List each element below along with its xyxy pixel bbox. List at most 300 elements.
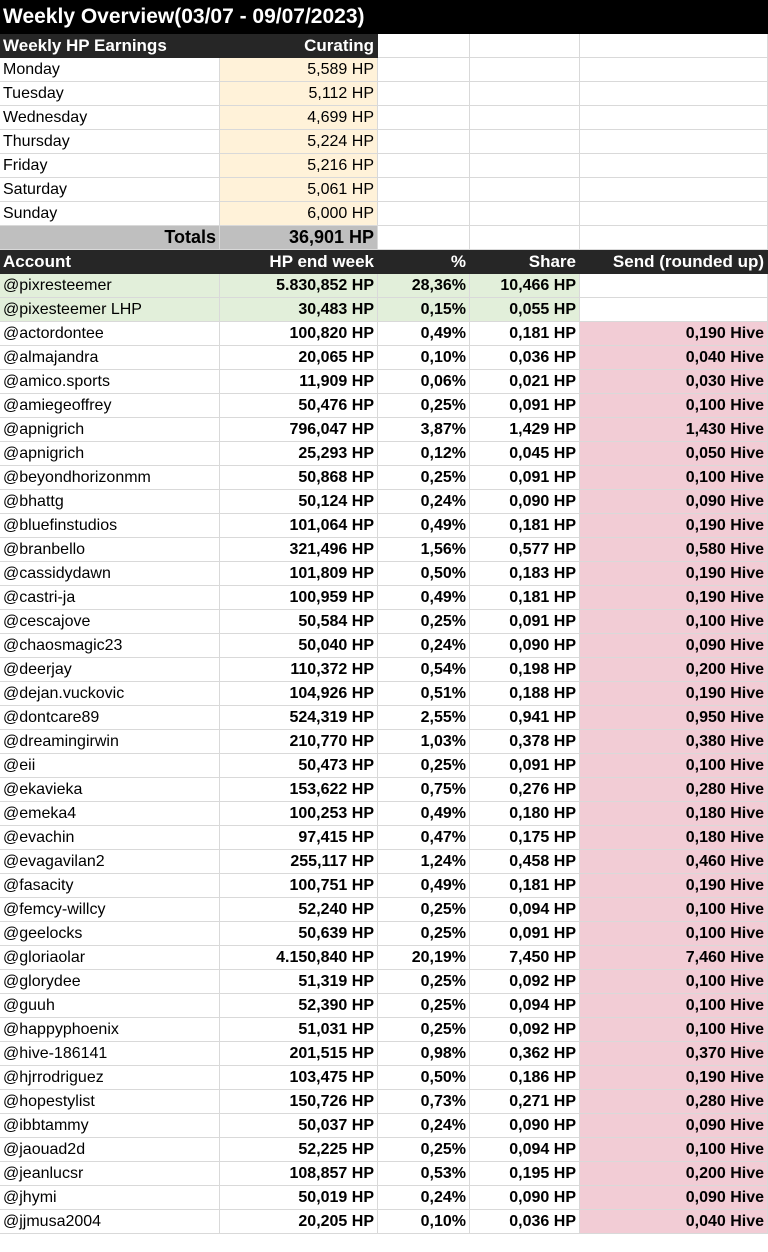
account-hp[interactable]: 210,770 HP <box>220 730 378 754</box>
account-hp[interactable]: 321,496 HP <box>220 538 378 562</box>
account-name[interactable]: @apnigrich <box>0 442 220 466</box>
day-name[interactable]: Sunday <box>0 202 220 226</box>
account-send[interactable]: 0,200 Hive <box>580 1162 768 1186</box>
account-percent[interactable]: 0,24% <box>378 490 470 514</box>
account-send[interactable]: 0,100 Hive <box>580 1018 768 1042</box>
account-send[interactable]: 0,100 Hive <box>580 922 768 946</box>
table-row <box>0 1138 768 1162</box>
account-name[interactable]: @beyondhorizonmm <box>0 466 220 490</box>
account-percent[interactable]: 1,56% <box>378 538 470 562</box>
account-percent[interactable]: 0,25% <box>378 394 470 418</box>
table-row <box>0 1090 768 1114</box>
empty-cell[interactable] <box>378 34 470 58</box>
empty-cell[interactable] <box>378 178 470 202</box>
empty-cell[interactable] <box>378 106 470 130</box>
account-hp[interactable]: 52,390 HP <box>220 994 378 1018</box>
empty-cell[interactable] <box>378 154 470 178</box>
account-hp[interactable]: 100,253 HP <box>220 802 378 826</box>
account-share[interactable]: 0,091 HP <box>470 922 580 946</box>
table-row <box>0 346 768 370</box>
empty-cell[interactable] <box>378 226 470 250</box>
day-name[interactable]: Monday <box>0 58 220 82</box>
account-hp[interactable]: 103,475 HP <box>220 1066 378 1090</box>
empty-cell[interactable] <box>470 34 580 58</box>
account-hp[interactable]: 50,040 HP <box>220 634 378 658</box>
account-share[interactable]: 0,195 HP <box>470 1162 580 1186</box>
account-name[interactable]: @almajandra <box>0 346 220 370</box>
earnings-header-curating[interactable]: Curating <box>220 34 378 58</box>
account-percent[interactable]: 0,25% <box>378 466 470 490</box>
account-name[interactable]: @dejan.vuckovic <box>0 682 220 706</box>
account-name[interactable]: @branbello <box>0 538 220 562</box>
account-percent[interactable]: 0,47% <box>378 826 470 850</box>
col-header-share[interactable]: Share <box>470 250 580 274</box>
account-name[interactable]: @castri-ja <box>0 586 220 610</box>
account-hp[interactable]: 11,909 HP <box>220 370 378 394</box>
table-row <box>0 442 768 466</box>
account-name[interactable]: @cassidydawn <box>0 562 220 586</box>
table-row <box>0 706 768 730</box>
empty-cell[interactable] <box>378 130 470 154</box>
account-percent[interactable]: 0,49% <box>378 802 470 826</box>
account-percent[interactable]: 0,15% <box>378 298 470 322</box>
account-send[interactable]: 0,380 Hive <box>580 730 768 754</box>
account-hp[interactable]: 796,047 HP <box>220 418 378 442</box>
account-hp[interactable]: 30,483 HP <box>220 298 378 322</box>
account-send[interactable]: 0,180 Hive <box>580 826 768 850</box>
account-percent[interactable]: 0,25% <box>378 922 470 946</box>
account-share[interactable]: 0,378 HP <box>470 730 580 754</box>
account-hp[interactable]: 150,726 HP <box>220 1090 378 1114</box>
account-send[interactable]: 0,100 Hive <box>580 610 768 634</box>
account-percent[interactable]: 0,25% <box>378 754 470 778</box>
account-send[interactable]: 0,040 Hive <box>580 1210 768 1234</box>
account-send[interactable]: 0,030 Hive <box>580 370 768 394</box>
table-row <box>0 514 768 538</box>
account-share[interactable]: 1,429 HP <box>470 418 580 442</box>
table-row <box>0 802 768 826</box>
account-share[interactable]: 0,198 HP <box>470 658 580 682</box>
account-share[interactable]: 0,036 HP <box>470 1210 580 1234</box>
table-row <box>0 994 768 1018</box>
table-row <box>0 298 768 322</box>
empty-cell[interactable] <box>580 202 768 226</box>
account-hp[interactable]: 201,515 HP <box>220 1042 378 1066</box>
account-percent[interactable]: 2,55% <box>378 706 470 730</box>
table-row <box>0 898 768 922</box>
account-hp[interactable]: 100,959 HP <box>220 586 378 610</box>
account-name[interactable]: @amiegeoffrey <box>0 394 220 418</box>
account-send[interactable]: 0,280 Hive <box>580 1090 768 1114</box>
account-send[interactable]: 0,100 Hive <box>580 1138 768 1162</box>
account-hp[interactable]: 51,031 HP <box>220 1018 378 1042</box>
account-send[interactable]: 1,430 Hive <box>580 418 768 442</box>
account-share[interactable]: 0,941 HP <box>470 706 580 730</box>
account-percent[interactable]: 0,98% <box>378 1042 470 1066</box>
empty-cell[interactable] <box>580 58 768 82</box>
account-send[interactable]: 0,950 Hive <box>580 706 768 730</box>
account-hp[interactable]: 97,415 HP <box>220 826 378 850</box>
account-hp[interactable]: 52,240 HP <box>220 898 378 922</box>
account-send[interactable]: 0,100 Hive <box>580 994 768 1018</box>
earnings-day-row <box>0 82 768 106</box>
account-share[interactable]: 0,090 HP <box>470 1114 580 1138</box>
account-percent[interactable]: 20,19% <box>378 946 470 970</box>
account-name[interactable]: @hopestylist <box>0 1090 220 1114</box>
account-percent[interactable]: 0,51% <box>378 682 470 706</box>
account-percent[interactable]: 1,03% <box>378 730 470 754</box>
account-send[interactable] <box>580 298 768 322</box>
earnings-day-row <box>0 130 768 154</box>
account-share[interactable]: 0,188 HP <box>470 682 580 706</box>
account-percent[interactable]: 0,49% <box>378 586 470 610</box>
account-share[interactable]: 0,271 HP <box>470 1090 580 1114</box>
account-share[interactable]: 0,175 HP <box>470 826 580 850</box>
account-name[interactable]: @jeanlucsr <box>0 1162 220 1186</box>
accounts-table <box>0 274 768 1234</box>
col-header-send[interactable]: Send (rounded up) <box>580 250 768 274</box>
earnings-day-row <box>0 106 768 130</box>
day-hp[interactable]: 5,589 HP <box>220 58 378 82</box>
table-row <box>0 946 768 970</box>
account-name[interactable]: @dreamingirwin <box>0 730 220 754</box>
account-share[interactable]: 0,091 HP <box>470 754 580 778</box>
account-percent[interactable]: 0,49% <box>378 322 470 346</box>
account-share[interactable]: 0,045 HP <box>470 442 580 466</box>
day-name[interactable]: Wednesday <box>0 106 220 130</box>
account-name[interactable]: @apnigrich <box>0 418 220 442</box>
table-row <box>0 1210 768 1234</box>
account-send[interactable]: 0,100 Hive <box>580 754 768 778</box>
account-share[interactable]: 0,090 HP <box>470 634 580 658</box>
accounts-header-row <box>0 250 768 274</box>
account-name[interactable]: @eii <box>0 754 220 778</box>
table-row <box>0 586 768 610</box>
account-name[interactable]: @jaouad2d <box>0 1138 220 1162</box>
table-row <box>0 778 768 802</box>
account-send[interactable]: 0,040 Hive <box>580 346 768 370</box>
account-hp[interactable]: 50,037 HP <box>220 1114 378 1138</box>
table-row <box>0 538 768 562</box>
account-send[interactable]: 0,280 Hive <box>580 778 768 802</box>
account-share[interactable]: 0,021 HP <box>470 370 580 394</box>
account-percent[interactable]: 0,25% <box>378 1138 470 1162</box>
account-percent[interactable]: 0,25% <box>378 970 470 994</box>
day-name[interactable]: Friday <box>0 154 220 178</box>
account-send[interactable]: 0,090 Hive <box>580 634 768 658</box>
account-share[interactable]: 0,094 HP <box>470 1138 580 1162</box>
col-header-account[interactable]: Account <box>0 250 220 274</box>
table-row <box>0 1018 768 1042</box>
account-share[interactable]: 10,466 HP <box>470 274 580 298</box>
table-row <box>0 682 768 706</box>
totals-row <box>0 226 768 250</box>
account-percent[interactable]: 0,24% <box>378 1186 470 1210</box>
totals-label[interactable]: Totals <box>0 226 220 250</box>
empty-cell[interactable] <box>580 154 768 178</box>
empty-cell[interactable] <box>580 34 768 58</box>
account-share[interactable]: 0,092 HP <box>470 970 580 994</box>
account-name[interactable]: @fasacity <box>0 874 220 898</box>
account-percent[interactable]: 0,10% <box>378 1210 470 1234</box>
day-hp[interactable]: 6,000 HP <box>220 202 378 226</box>
account-send[interactable]: 0,200 Hive <box>580 658 768 682</box>
empty-cell[interactable] <box>580 226 768 250</box>
account-send[interactable]: 0,090 Hive <box>580 1114 768 1138</box>
account-hp[interactable]: 100,820 HP <box>220 322 378 346</box>
col-header-hp-end-week[interactable]: HP end week <box>220 250 378 274</box>
account-send[interactable]: 0,190 Hive <box>580 562 768 586</box>
account-name[interactable]: @happyphoenix <box>0 1018 220 1042</box>
table-row <box>0 850 768 874</box>
account-name[interactable]: @actordontee <box>0 322 220 346</box>
account-percent[interactable]: 0,50% <box>378 1066 470 1090</box>
account-hp[interactable]: 50,868 HP <box>220 466 378 490</box>
account-hp[interactable]: 5.830,852 HP <box>220 274 378 298</box>
day-hp[interactable]: 5,224 HP <box>220 130 378 154</box>
account-hp[interactable]: 108,857 HP <box>220 1162 378 1186</box>
day-hp[interactable]: 5,216 HP <box>220 154 378 178</box>
account-percent[interactable]: 0,24% <box>378 1114 470 1138</box>
account-hp[interactable]: 20,065 HP <box>220 346 378 370</box>
table-row <box>0 1066 768 1090</box>
account-hp[interactable]: 524,319 HP <box>220 706 378 730</box>
account-share[interactable]: 0,091 HP <box>470 610 580 634</box>
account-name[interactable]: @bhattg <box>0 490 220 514</box>
account-hp[interactable]: 101,809 HP <box>220 562 378 586</box>
account-hp[interactable]: 100,751 HP <box>220 874 378 898</box>
empty-cell[interactable] <box>580 106 768 130</box>
account-name[interactable]: @pixresteemer <box>0 274 220 298</box>
account-hp[interactable]: 50,124 HP <box>220 490 378 514</box>
account-send[interactable]: 0,190 Hive <box>580 514 768 538</box>
account-share[interactable]: 0,090 HP <box>470 1186 580 1210</box>
account-send[interactable]: 0,460 Hive <box>580 850 768 874</box>
table-row <box>0 1162 768 1186</box>
account-name[interactable]: @bluefinstudios <box>0 514 220 538</box>
table-row <box>0 658 768 682</box>
account-name[interactable]: @hive-186141 <box>0 1042 220 1066</box>
account-hp[interactable]: 4.150,840 HP <box>220 946 378 970</box>
empty-cell[interactable] <box>470 82 580 106</box>
table-row <box>0 274 768 298</box>
table-row <box>0 634 768 658</box>
account-percent[interactable]: 1,24% <box>378 850 470 874</box>
earnings-day-row <box>0 154 768 178</box>
account-send[interactable]: 0,100 Hive <box>580 898 768 922</box>
table-row <box>0 1186 768 1210</box>
account-percent[interactable]: 0,54% <box>378 658 470 682</box>
account-send[interactable]: 0,090 Hive <box>580 1186 768 1210</box>
table-row <box>0 394 768 418</box>
day-hp[interactable]: 5,061 HP <box>220 178 378 202</box>
account-send[interactable]: 7,460 Hive <box>580 946 768 970</box>
account-send[interactable]: 0,100 Hive <box>580 466 768 490</box>
account-share[interactable]: 0,181 HP <box>470 586 580 610</box>
account-name[interactable]: @gloriaolar <box>0 946 220 970</box>
account-name[interactable]: @hjrrodriguez <box>0 1066 220 1090</box>
account-percent[interactable]: 0,53% <box>378 1162 470 1186</box>
account-percent[interactable]: 0,49% <box>378 874 470 898</box>
empty-cell[interactable] <box>470 178 580 202</box>
account-name[interactable]: @jjmusa2004 <box>0 1210 220 1234</box>
table-row <box>0 970 768 994</box>
account-hp[interactable]: 101,064 HP <box>220 514 378 538</box>
table-row <box>0 874 768 898</box>
account-share[interactable]: 0,362 HP <box>470 1042 580 1066</box>
account-percent[interactable]: 0,12% <box>378 442 470 466</box>
totals-value[interactable]: 36,901 HP <box>220 226 378 250</box>
account-percent[interactable]: 0,24% <box>378 634 470 658</box>
table-row <box>0 610 768 634</box>
account-share[interactable]: 0,094 HP <box>470 994 580 1018</box>
account-share[interactable]: 0,181 HP <box>470 874 580 898</box>
account-name[interactable]: @guuh <box>0 994 220 1018</box>
account-send[interactable]: 0,190 Hive <box>580 586 768 610</box>
account-hp[interactable]: 110,372 HP <box>220 658 378 682</box>
empty-cell[interactable] <box>378 202 470 226</box>
account-hp[interactable]: 153,622 HP <box>220 778 378 802</box>
account-name[interactable]: @evachin <box>0 826 220 850</box>
account-name[interactable]: @cescajove <box>0 610 220 634</box>
account-hp[interactable]: 104,926 HP <box>220 682 378 706</box>
account-name[interactable]: @glorydee <box>0 970 220 994</box>
account-hp[interactable]: 255,117 HP <box>220 850 378 874</box>
account-percent[interactable]: 0,25% <box>378 1018 470 1042</box>
table-row <box>0 730 768 754</box>
account-share[interactable]: 0,094 HP <box>470 898 580 922</box>
account-share[interactable]: 0,091 HP <box>470 466 580 490</box>
account-share[interactable]: 0,055 HP <box>470 298 580 322</box>
empty-cell[interactable] <box>378 58 470 82</box>
account-share[interactable]: 0,036 HP <box>470 346 580 370</box>
day-name[interactable]: Tuesday <box>0 82 220 106</box>
account-percent[interactable]: 0,25% <box>378 898 470 922</box>
day-hp[interactable]: 4,699 HP <box>220 106 378 130</box>
empty-cell[interactable] <box>470 202 580 226</box>
empty-cell[interactable] <box>470 58 580 82</box>
account-name[interactable]: @amico.sports <box>0 370 220 394</box>
account-hp[interactable]: 50,473 HP <box>220 754 378 778</box>
earnings-header-label[interactable]: Weekly HP Earnings <box>0 34 220 58</box>
account-percent[interactable]: 0,25% <box>378 610 470 634</box>
account-percent[interactable]: 0,50% <box>378 562 470 586</box>
account-name[interactable]: @pixesteemer LHP <box>0 298 220 322</box>
account-send[interactable]: 0,050 Hive <box>580 442 768 466</box>
empty-cell[interactable] <box>470 106 580 130</box>
earnings-day-row <box>0 58 768 82</box>
col-header-percent[interactable]: % <box>378 250 470 274</box>
account-share[interactable]: 0,181 HP <box>470 322 580 346</box>
account-hp[interactable]: 25,293 HP <box>220 442 378 466</box>
account-name[interactable]: @jhymi <box>0 1186 220 1210</box>
account-send[interactable]: 0,580 Hive <box>580 538 768 562</box>
empty-cell[interactable] <box>580 82 768 106</box>
empty-cell[interactable] <box>580 130 768 154</box>
account-share[interactable]: 0,181 HP <box>470 514 580 538</box>
account-name[interactable]: @geelocks <box>0 922 220 946</box>
account-hp[interactable]: 52,225 HP <box>220 1138 378 1162</box>
empty-cell[interactable] <box>470 154 580 178</box>
account-share[interactable]: 0,577 HP <box>470 538 580 562</box>
account-percent[interactable]: 0,73% <box>378 1090 470 1114</box>
account-percent[interactable]: 3,87% <box>378 418 470 442</box>
account-name[interactable]: @ekavieka <box>0 778 220 802</box>
account-send[interactable]: 0,190 Hive <box>580 874 768 898</box>
account-share[interactable]: 0,180 HP <box>470 802 580 826</box>
earnings-day-row <box>0 178 768 202</box>
account-share[interactable]: 0,090 HP <box>470 490 580 514</box>
account-name[interactable]: @emeka4 <box>0 802 220 826</box>
account-name[interactable]: @dontcare89 <box>0 706 220 730</box>
account-hp[interactable]: 50,476 HP <box>220 394 378 418</box>
table-row <box>0 562 768 586</box>
account-percent[interactable]: 0,25% <box>378 994 470 1018</box>
account-send[interactable]: 0,190 Hive <box>580 322 768 346</box>
account-hp[interactable]: 20,205 HP <box>220 1210 378 1234</box>
account-hp[interactable]: 50,019 HP <box>220 1186 378 1210</box>
account-share[interactable]: 0,458 HP <box>470 850 580 874</box>
account-send[interactable]: 0,090 Hive <box>580 490 768 514</box>
sheet-title[interactable]: Weekly Overview(03/07 - 09/07/2023) <box>3 5 365 28</box>
table-row <box>0 466 768 490</box>
table-row <box>0 1042 768 1066</box>
account-percent[interactable]: 0,75% <box>378 778 470 802</box>
day-name[interactable]: Saturday <box>0 178 220 202</box>
table-row <box>0 1114 768 1138</box>
account-send[interactable]: 0,370 Hive <box>580 1042 768 1066</box>
account-percent[interactable]: 0,10% <box>378 346 470 370</box>
table-row <box>0 490 768 514</box>
account-hp[interactable]: 51,319 HP <box>220 970 378 994</box>
earnings-day-row <box>0 202 768 226</box>
account-name[interactable]: @femcy-willcy <box>0 898 220 922</box>
account-share[interactable]: 7,450 HP <box>470 946 580 970</box>
table-row <box>0 418 768 442</box>
empty-cell[interactable] <box>470 226 580 250</box>
account-share[interactable]: 0,186 HP <box>470 1066 580 1090</box>
earnings-days <box>0 58 768 226</box>
day-name[interactable]: Thursday <box>0 130 220 154</box>
account-share[interactable]: 0,183 HP <box>470 562 580 586</box>
empty-cell[interactable] <box>470 130 580 154</box>
account-percent[interactable]: 28,36% <box>378 274 470 298</box>
account-send[interactable]: 0,100 Hive <box>580 394 768 418</box>
account-percent[interactable]: 0,06% <box>378 370 470 394</box>
table-row <box>0 370 768 394</box>
account-hp[interactable]: 50,639 HP <box>220 922 378 946</box>
account-send[interactable]: 0,190 Hive <box>580 682 768 706</box>
account-send[interactable]: 0,190 Hive <box>580 1066 768 1090</box>
empty-cell[interactable] <box>378 82 470 106</box>
day-hp[interactable]: 5,112 HP <box>220 82 378 106</box>
account-name[interactable]: @deerjay <box>0 658 220 682</box>
table-row <box>0 826 768 850</box>
account-percent[interactable]: 0,49% <box>378 514 470 538</box>
account-send[interactable]: 0,180 Hive <box>580 802 768 826</box>
title-row <box>0 0 768 34</box>
account-hp[interactable]: 50,584 HP <box>220 610 378 634</box>
account-name[interactable]: @chaosmagic23 <box>0 634 220 658</box>
account-name[interactable]: @evagavilan2 <box>0 850 220 874</box>
account-send[interactable] <box>580 274 768 298</box>
account-send[interactable]: 0,100 Hive <box>580 970 768 994</box>
account-share[interactable]: 0,092 HP <box>470 1018 580 1042</box>
account-name[interactable]: @ibbtammy <box>0 1114 220 1138</box>
account-share[interactable]: 0,091 HP <box>470 394 580 418</box>
account-share[interactable]: 0,276 HP <box>470 778 580 802</box>
empty-cell[interactable] <box>580 178 768 202</box>
